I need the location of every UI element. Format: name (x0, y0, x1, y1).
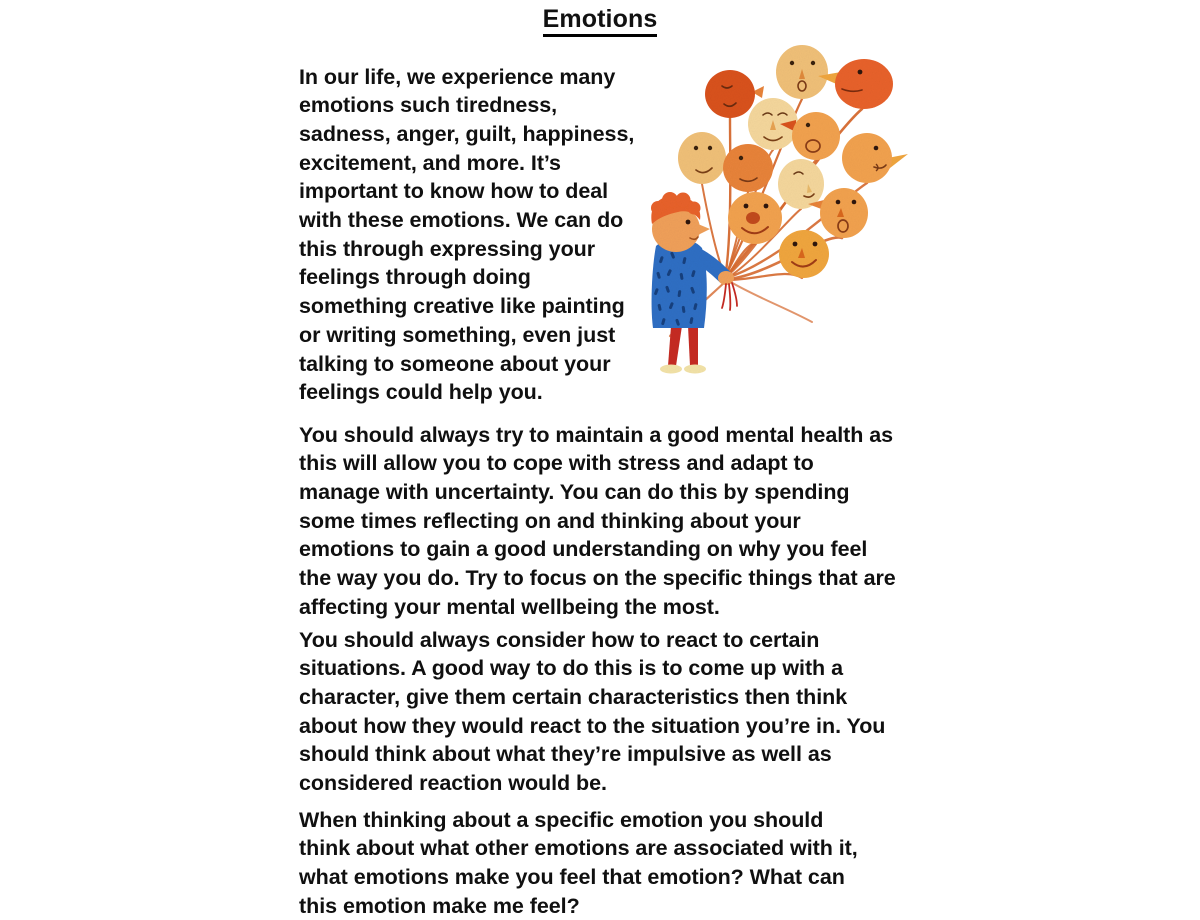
balloon-calm (723, 144, 773, 192)
balloons-illustration (636, 36, 916, 381)
balloon-laughing (728, 192, 782, 244)
figure-nose (698, 224, 710, 235)
balloon-thoughtful (778, 159, 824, 209)
paragraph-3: You should always consider how to react to certain situations. A good way to do this is to come up with a character, give them certain characteristics then think about how they would react to the situation you’re in. You should think about what they’re impulsive as well as considered reaction would be. (299, 626, 889, 798)
paragraph-2: You should always try to maintain a good mental health as this will allow you to cope with stress and adapt to manage with uncertainty. You can do this by spending some times reflecting on and thinking about your emotions to gain a good understanding on why you feel the way you do. Try to focus on the specific things that are affecting your mental wellbeing the most. (299, 421, 899, 622)
paragraph-4: When thinking about a specific emotion you should think about what other emotions are associated with it, what emotions make you feel that emotion? What can this emotion make me feel? (299, 806, 869, 920)
figure-shoe-left (660, 365, 682, 374)
balloon-grumpy-beak (818, 59, 893, 109)
balloon-smiling (779, 230, 829, 278)
figure-shoe-right (684, 365, 706, 374)
figure-leg-right (688, 326, 698, 366)
page-title (0, 4, 1200, 34)
string-tails (722, 283, 737, 310)
child-figure (651, 192, 737, 374)
page-title-text: Emotions (543, 5, 658, 37)
figure-eye (686, 220, 691, 225)
balloon-curious (842, 133, 908, 183)
paragraph-1: In our life, we experience many emotions such tiredness, sadness, anger, guilt, happiness, excitement, and more. It’s important to know how to deal with these emotions. We can do this through expressing your feelings through doing something creative like painting or writing something, even just talking to someone about your feelings could help you. (299, 63, 635, 407)
balloon-surprised (776, 45, 828, 99)
figure-leg-left (668, 326, 682, 366)
